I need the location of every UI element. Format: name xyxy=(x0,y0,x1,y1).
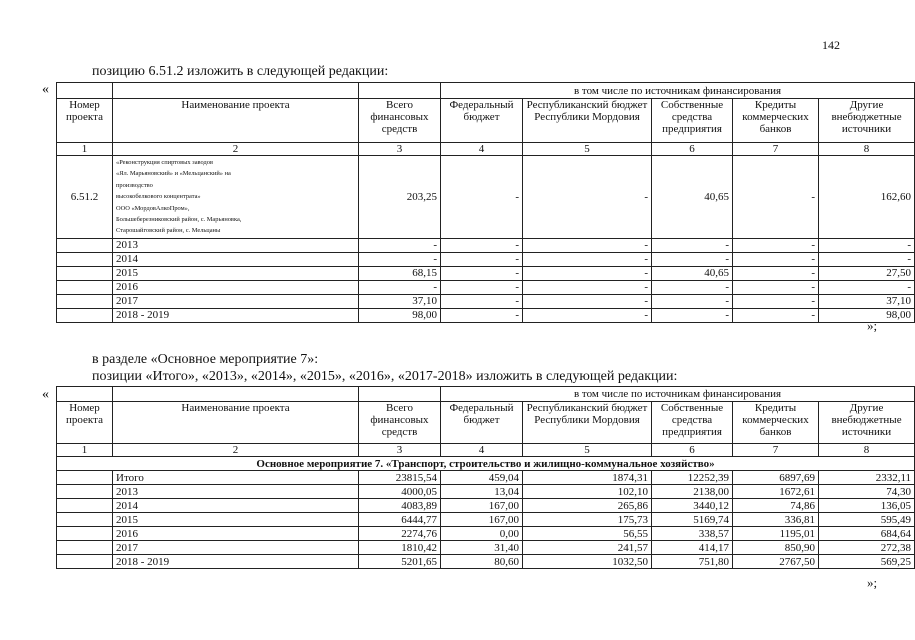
cell-total: 98,00 xyxy=(359,308,441,322)
cell-bank-credits: 2767,50 xyxy=(733,555,819,569)
cell-total: - xyxy=(359,280,441,294)
project-republic: - xyxy=(523,156,652,239)
row-year: 2014 xyxy=(113,252,359,266)
table-row xyxy=(57,294,915,308)
header-project-name: Наименование проекта xyxy=(113,402,359,444)
cell-federal: - xyxy=(441,280,523,294)
cell-total: 68,15 xyxy=(359,266,441,280)
project-number: 6.51.2 xyxy=(57,156,113,239)
table-row xyxy=(57,513,915,527)
header-federal: Федеральный бюджет xyxy=(441,402,523,444)
header-republic: Республиканский бюджет Республики Мордовия xyxy=(523,402,652,444)
cell-republic: - xyxy=(523,294,652,308)
header-funding-group: в том числе по источникам финансирования xyxy=(441,83,915,99)
project-name-line: «Ял. Марьяновский» и «Мельцанский» на xyxy=(116,170,231,178)
cell-own-funds: 338,57 xyxy=(652,527,733,541)
cell-republic: 265,86 xyxy=(523,499,652,513)
header-empty xyxy=(359,83,441,99)
header-total: Всего финансовых средств xyxy=(359,99,441,143)
cell-bank-credits: - xyxy=(733,266,819,280)
cell-republic: 1032,50 xyxy=(523,555,652,569)
cell-own-funds: 3440,12 xyxy=(652,499,733,513)
cell-own-funds: 751,80 xyxy=(652,555,733,569)
header-other-sources: Другие внебюджетные источники xyxy=(819,99,915,143)
project-name-line: производство xyxy=(116,181,153,189)
cell-other-sources: - xyxy=(819,252,915,266)
cell-total: - xyxy=(359,238,441,252)
activity-title: Основное мероприятие 7. «Транспорт, строительство и жилищно-коммунальное хозяйство» xyxy=(57,457,915,471)
cell-total: - xyxy=(359,252,441,266)
cell-federal: 31,40 xyxy=(441,541,523,555)
row-label: 2016 xyxy=(113,527,359,541)
section2-quote-open: « xyxy=(42,387,49,402)
header-empty xyxy=(359,387,441,402)
header-project-name: Наименование проекта xyxy=(113,99,359,143)
cell-bank-credits: - xyxy=(733,308,819,322)
column-number: 2 xyxy=(113,444,359,457)
header-own-funds: Собственные средства предприятия xyxy=(652,99,733,143)
column-number: 4 xyxy=(441,143,523,156)
cell-federal: 167,00 xyxy=(441,513,523,527)
column-number: 7 xyxy=(733,444,819,457)
cell-other-sources: 2332,11 xyxy=(819,471,915,485)
project-other-sources: 162,60 xyxy=(819,156,915,239)
column-number: 8 xyxy=(819,143,915,156)
header-bank-credits: Кредиты коммерческих банков xyxy=(733,99,819,143)
section2-quote-close: »; xyxy=(867,575,878,590)
cell-bank-credits: 6897,69 xyxy=(733,471,819,485)
header-funding-group: в том числе по источникам финансирования xyxy=(441,387,915,402)
header-federal: Федеральный бюджет xyxy=(441,99,523,143)
cell-federal: 0,00 xyxy=(441,527,523,541)
project-total: 203,25 xyxy=(359,156,441,239)
header-total: Всего финансовых средств xyxy=(359,402,441,444)
row-label: 2015 xyxy=(113,513,359,527)
cell-own-funds: - xyxy=(652,252,733,266)
cell-other-sources: 595,49 xyxy=(819,513,915,527)
cell-other-sources: 27,50 xyxy=(819,266,915,280)
cell-federal: - xyxy=(441,308,523,322)
cell-republic: 241,57 xyxy=(523,541,652,555)
column-number: 5 xyxy=(523,444,652,457)
table-row xyxy=(57,266,915,280)
cell-own-funds: 12252,39 xyxy=(652,471,733,485)
cell-total: 5201,65 xyxy=(359,555,441,569)
cell-republic: 56,55 xyxy=(523,527,652,541)
cell-own-funds: 414,17 xyxy=(652,541,733,555)
row-year: 2016 xyxy=(113,280,359,294)
cell-own-funds: - xyxy=(652,280,733,294)
cell-own-funds: 5169,74 xyxy=(652,513,733,527)
cell-federal: 459,04 xyxy=(441,471,523,485)
section1-quote-open: « xyxy=(42,82,49,97)
table-row xyxy=(57,527,915,541)
header-empty xyxy=(57,83,113,99)
cell-own-funds: 40,65 xyxy=(652,266,733,280)
cell-bank-credits: 1672,61 xyxy=(733,485,819,499)
column-number: 6 xyxy=(652,444,733,457)
cell-federal: - xyxy=(441,238,523,252)
column-number: 3 xyxy=(359,444,441,457)
table-row xyxy=(57,555,915,569)
activity-table xyxy=(56,386,915,569)
section2-intro-1: в разделе «Основное мероприятие 7»: xyxy=(92,352,319,367)
row-year: 2017 xyxy=(113,294,359,308)
cell-bank-credits: - xyxy=(733,294,819,308)
column-number: 3 xyxy=(359,143,441,156)
cell-other-sources: - xyxy=(819,280,915,294)
cell-total: 37,10 xyxy=(359,294,441,308)
header-republic: Республиканский бюджет Республики Мордовия xyxy=(523,99,652,143)
cell-other-sources: 74,30 xyxy=(819,485,915,499)
cell-other-sources: 37,10 xyxy=(819,294,915,308)
column-number: 1 xyxy=(57,444,113,457)
column-number: 7 xyxy=(733,143,819,156)
table-row xyxy=(57,485,915,499)
project-name xyxy=(113,156,359,239)
column-number: 8 xyxy=(819,444,915,457)
table-row xyxy=(57,471,915,485)
header-own-funds: Собственные средства предприятия xyxy=(652,402,733,444)
cell-republic: - xyxy=(523,280,652,294)
project-name-line: высокобелкового концентрата» xyxy=(116,193,201,201)
row-year: 2018 - 2019 xyxy=(113,308,359,322)
cell-other-sources: 684,64 xyxy=(819,527,915,541)
cell-own-funds: - xyxy=(652,238,733,252)
cell-republic: - xyxy=(523,238,652,252)
table-row xyxy=(57,541,915,555)
cell-republic: 175,73 xyxy=(523,513,652,527)
cell-bank-credits: - xyxy=(733,238,819,252)
section1-quote-close: »; xyxy=(867,318,878,333)
cell-other-sources: 136,05 xyxy=(819,499,915,513)
column-number: 4 xyxy=(441,444,523,457)
row-label: Итого xyxy=(113,471,359,485)
cell-own-funds: - xyxy=(652,308,733,322)
cell-federal: 80,60 xyxy=(441,555,523,569)
table-row xyxy=(57,280,915,294)
cell-bank-credits: 850,90 xyxy=(733,541,819,555)
project-bank-credits: - xyxy=(733,156,819,239)
page-number: 142 xyxy=(822,38,840,52)
header-project-number: Номер проекта xyxy=(57,402,113,444)
header-other-sources: Другие внебюджетные источники xyxy=(819,402,915,444)
section1-intro: позицию 6.51.2 изложить в следующей редакции: xyxy=(92,64,389,79)
column-number: 1 xyxy=(57,143,113,156)
project-name-line: ООО «МордовАлкоПром», xyxy=(116,204,190,212)
project-name-line: Старошайговский район, с. Мельцаны xyxy=(116,227,221,235)
header-empty xyxy=(113,83,359,99)
row-label: 2013 xyxy=(113,485,359,499)
cell-total: 6444,77 xyxy=(359,513,441,527)
cell-republic: 102,10 xyxy=(523,485,652,499)
project-name-line: Большеберезниковский район, с. Марьяновка, xyxy=(116,216,242,224)
cell-other-sources: - xyxy=(819,238,915,252)
cell-other-sources: 569,25 xyxy=(819,555,915,569)
column-number: 6 xyxy=(652,143,733,156)
row-label: 2018 - 2019 xyxy=(113,555,359,569)
cell-federal: - xyxy=(441,266,523,280)
row-year: 2015 xyxy=(113,266,359,280)
header-project-number: Номер проекта xyxy=(57,99,113,143)
cell-bank-credits: - xyxy=(733,280,819,294)
cell-total: 4083,89 xyxy=(359,499,441,513)
table-row xyxy=(57,252,915,266)
row-year: 2013 xyxy=(113,238,359,252)
section2-intro-2: позиции «Итого», «2013», «2014», «2015», «2016», «2017-2018» изложить в следующей редакции: xyxy=(92,369,678,384)
column-number: 5 xyxy=(523,143,652,156)
header-empty xyxy=(57,387,113,402)
column-number: 2 xyxy=(113,143,359,156)
cell-bank-credits: 74,86 xyxy=(733,499,819,513)
cell-republic: - xyxy=(523,252,652,266)
cell-bank-credits: 336,81 xyxy=(733,513,819,527)
project-table xyxy=(56,82,915,323)
cell-other-sources: 98,00 xyxy=(819,308,915,322)
cell-republic: 1874,31 xyxy=(523,471,652,485)
table-row xyxy=(57,308,915,322)
header-bank-credits: Кредиты коммерческих банков xyxy=(733,402,819,444)
cell-republic: - xyxy=(523,266,652,280)
row-label: 2014 xyxy=(113,499,359,513)
project-name-line: «Реконструкция спиртовых заводов xyxy=(116,159,213,166)
cell-federal: - xyxy=(441,252,523,266)
cell-total: 4000,05 xyxy=(359,485,441,499)
cell-federal: 13,04 xyxy=(441,485,523,499)
cell-total: 1810,42 xyxy=(359,541,441,555)
cell-bank-credits: - xyxy=(733,252,819,266)
project-federal: - xyxy=(441,156,523,239)
cell-federal: - xyxy=(441,294,523,308)
header-empty xyxy=(113,387,359,402)
cell-own-funds: - xyxy=(652,294,733,308)
cell-federal: 167,00 xyxy=(441,499,523,513)
cell-own-funds: 2138,00 xyxy=(652,485,733,499)
row-label: 2017 xyxy=(113,541,359,555)
cell-total: 2274,76 xyxy=(359,527,441,541)
cell-republic: - xyxy=(523,308,652,322)
cell-total: 23815,54 xyxy=(359,471,441,485)
project-own-funds: 40,65 xyxy=(652,156,733,239)
table-row xyxy=(57,499,915,513)
table-row xyxy=(57,238,915,252)
cell-bank-credits: 1195,01 xyxy=(733,527,819,541)
cell-other-sources: 272,38 xyxy=(819,541,915,555)
